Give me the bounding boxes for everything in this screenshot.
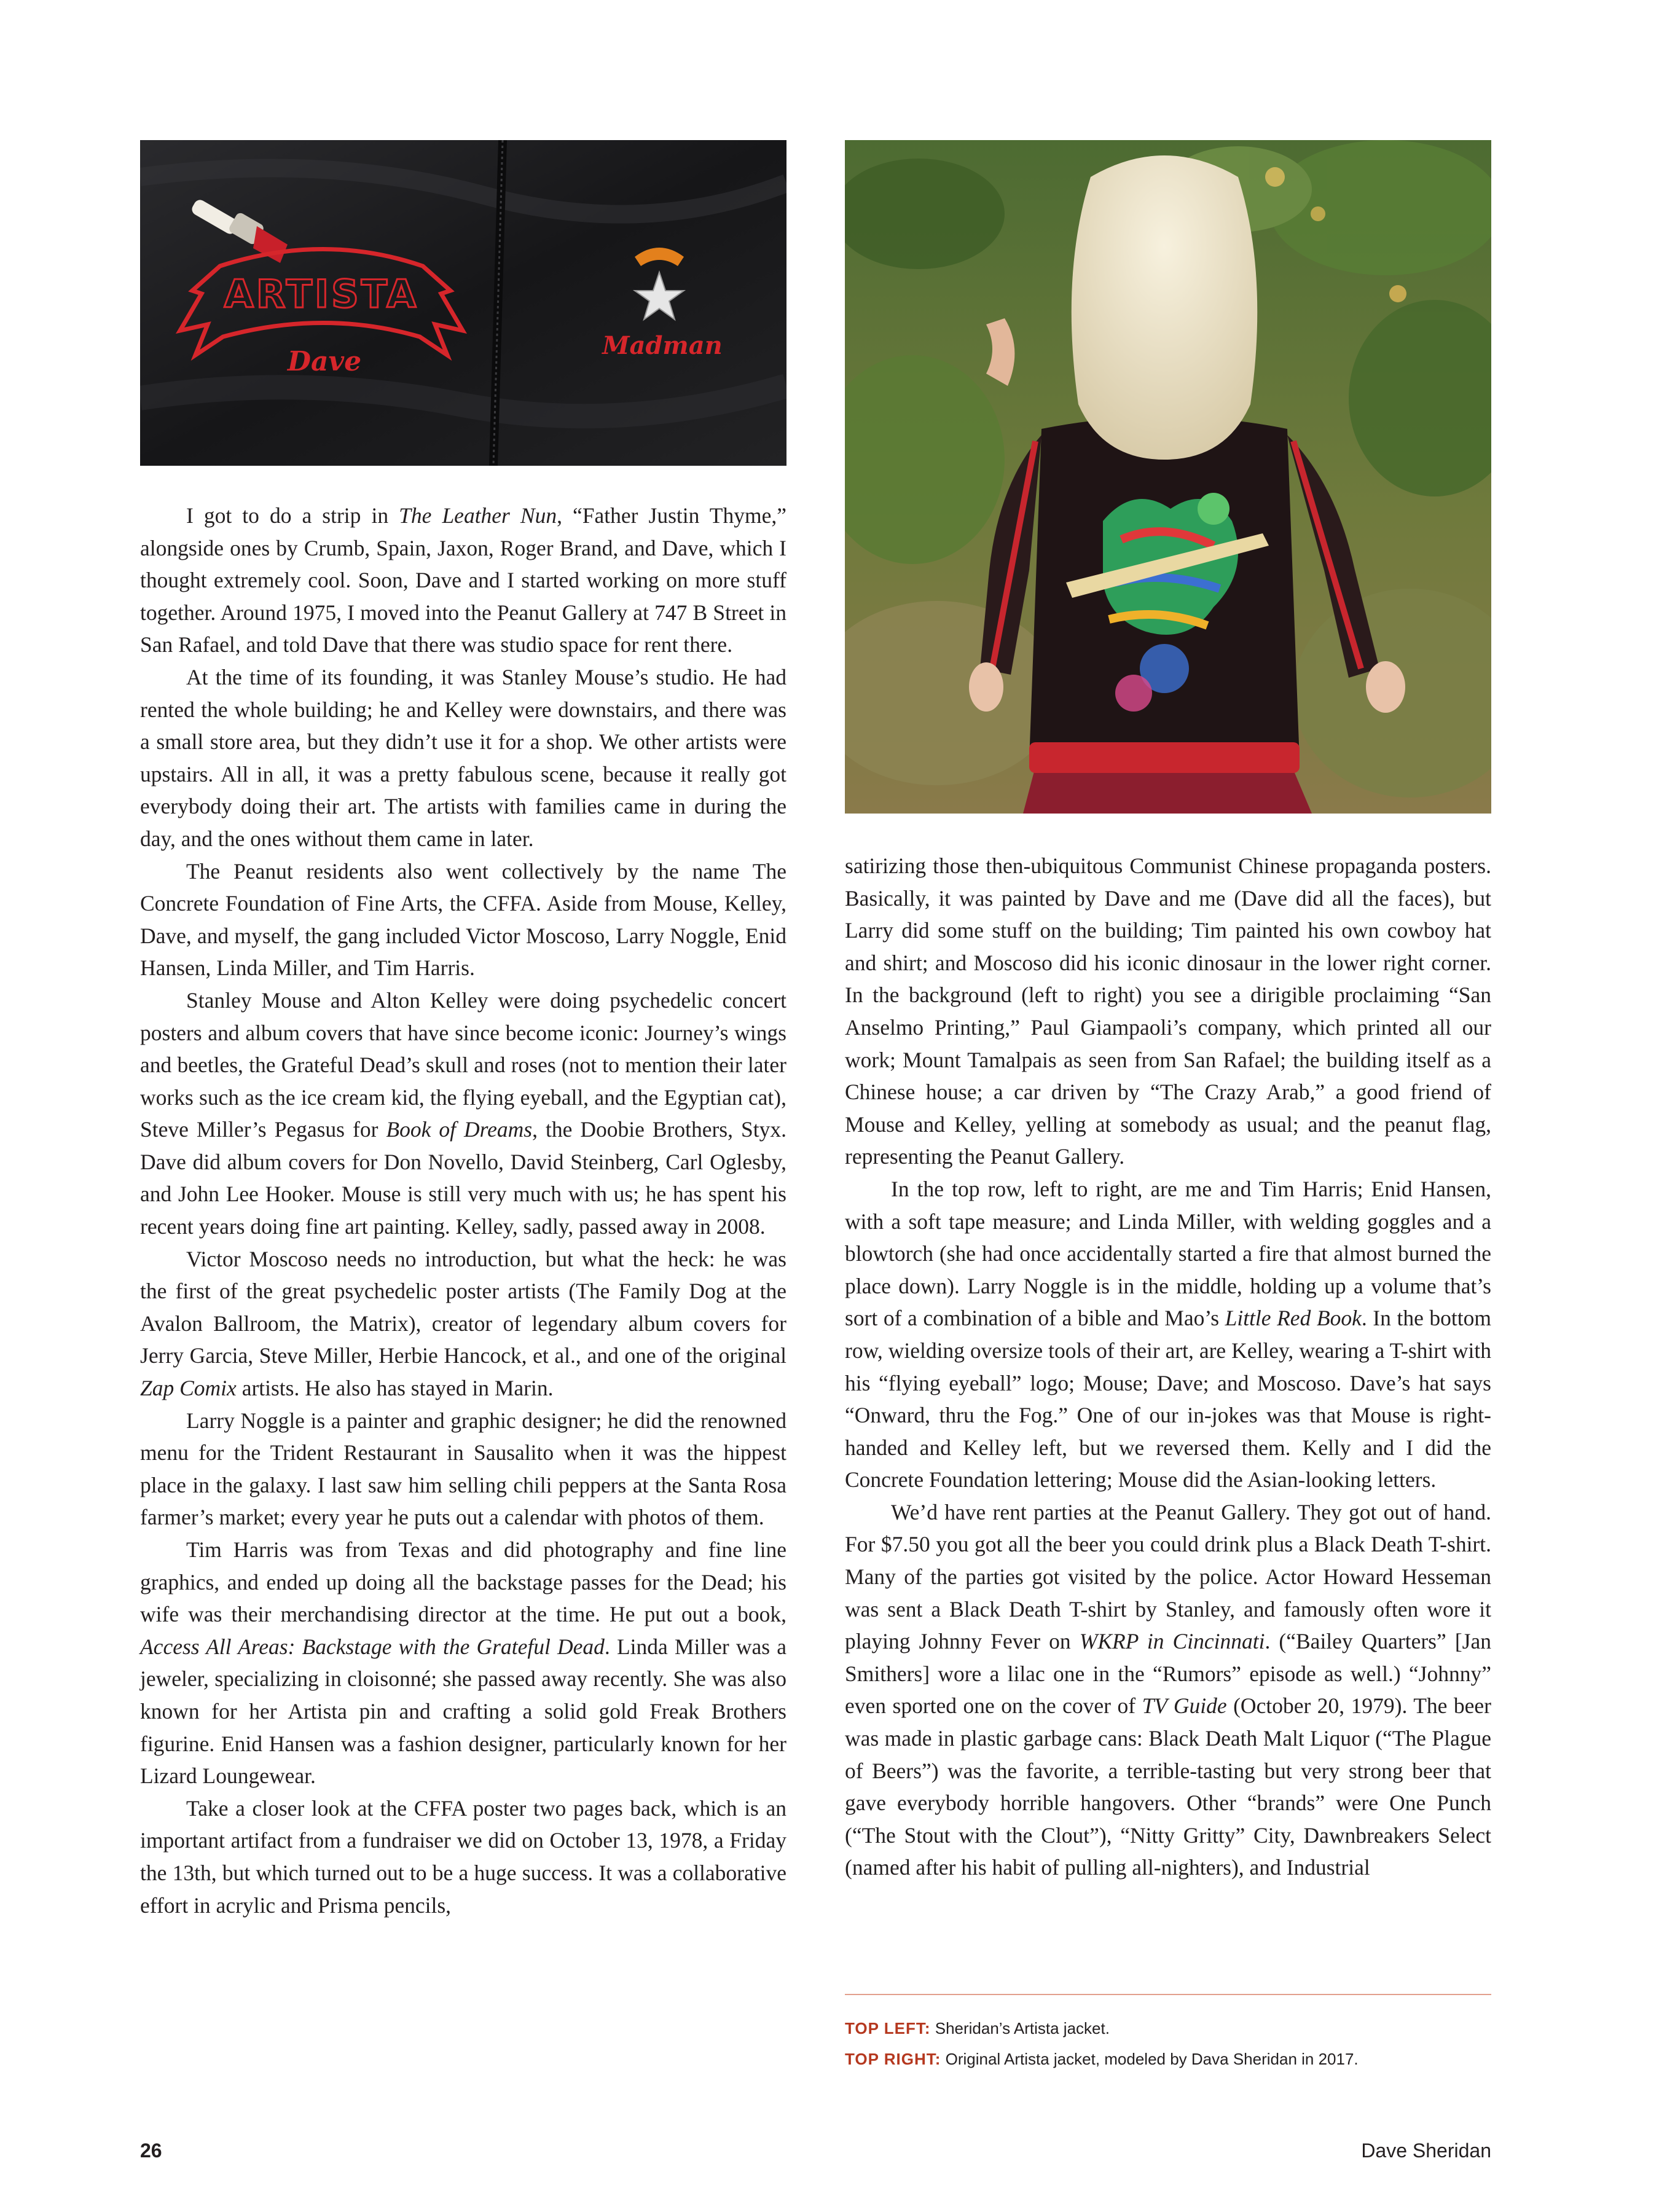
caption-divider xyxy=(845,1994,1491,1995)
text-run: I got to do a strip in xyxy=(186,503,399,528)
photo-artista-jacket xyxy=(140,140,786,466)
paragraph: At the time of its founding, it was Stanley Mouse’s studio. He had rented the whole building; he and Kelley were downstairs, and there was a small store area, but they didn’t use it for a shop. We other artists were upstairs. All in all, it was a pretty fabulous scene, because it really got everybody doing their art. The artists with families came in during the day, and the ones without them came in later. xyxy=(140,664,786,851)
caption-label: TOP LEFT: xyxy=(845,2019,931,2037)
running-footer: Dave Sheridan xyxy=(1361,2139,1491,2162)
title-leather-nun: The Leather Nun xyxy=(399,503,557,528)
title-wkrp: WKRP in Cincinnati xyxy=(1079,1629,1265,1654)
patch-artista-text: ARTISTA xyxy=(224,272,419,316)
badge-madman-text: Madman xyxy=(602,331,723,360)
paragraph: satirizing those then-ubiquitous Communist Chinese propaganda posters. Basically, it was painted by Dave and me (Dave did all the faces), but Larry did some stuff on the building; Tim painted his own cowboy hat and shirt; and Moscoso did his iconic dinosaur in the lower right corner. In the background (left to right) you see a dirigible proclaiming “San Anselmo Printing,” Paul Giampaoli’s company, which printed all our work; Mount Tamalpais as seen from San Rafael; the building itself as a Chinese house; a car driven by “The Crazy Arab,” a good friend of Mouse and Kelley, yelling at somebody as usual; and the peanut flag, representing the Peanut Gallery. xyxy=(845,853,1491,1169)
text-run: . In the bottom row, wielding oversize tools of their art, are Kelley, wearing a T-shirt with his “flying eyeball” logo; Mouse; Dave; and Moscoso. Dave’s hat says “Onward, thru the Fog.” One of our in-jokes was that Mouse is right-handed and Kelley left, but we reversed them. Kelly and I did the Concrete Foundation lettering; Mouse did the Asian-looking letters. xyxy=(845,1306,1491,1492)
text-run: (October 20, 1979). The beer was made in plastic garbage cans: Black Death Malt Liquor (“The Plague of Beers”) was the favorite, a terrible-tasting but very strong beer that gave everybody horrible hangovers. Other “brands” were One Punch (“The Stout with the Clout”), “Nitty Gritty” City, Dawnbreakers Select (named after his habit of pulling all-nighters), and Industrial xyxy=(845,1693,1491,1880)
text-run: , the Doobie Brothers, Styx. Dave did album covers for Don Novello, David Steinberg, Carl Oglesby, and John Lee Hooker. Mouse is still very much with us; he has spent his recent years doing fine art painting. Kelley, sadly, passed away in 2008. xyxy=(140,1117,786,1239)
paragraph xyxy=(140,500,786,661)
paragraph xyxy=(140,984,786,1243)
patch-dave-text: Dave xyxy=(287,346,362,377)
photo-woman-modeling-jacket xyxy=(845,140,1491,814)
caption-top-left xyxy=(845,2013,1491,2044)
text-run: In the top row, left to right, are me and Tim Harris; Enid Hansen, with a soft tape measure; and Linda Miller, with welding goggles and a blowtorch (she had once accidentally started a fire that almost burned the place down). Larry Noggle is in the middle, holding up a volume that’s sort of a combination of a bible and Mao’s xyxy=(845,1176,1491,1331)
text-run: , “Father Justin Thyme,” alongside ones by Crumb, Spain, Jaxon, Roger Brand, and Dave, which I thought extremely cool. Soon, Dave and I started working on more stuff together. Around 1975, I moved into the Peanut Gallery at 747 B Street in San Rafael, and told Dave that there was studio space for rent there. xyxy=(140,503,786,657)
paragraph xyxy=(845,1173,1491,1496)
text-run: We’d have rent parties at the Peanut Gallery. They got out of hand. For $7.50 you got all the beer you could drink plus a Black Death T-shirt. Many of the parties got visited by the police. Actor Howard Hesseman was sent a Black Death T-shirt by Stanley, and famously often wore it playing Johnny Fever on xyxy=(845,1499,1491,1654)
text-run: . Linda Miller was a jeweler, specializing in cloisonné; she passed away recently. She was also known for her Artista pin and crafting a solid gold Freak Brothers figurine. Enid Hansen was a fashion designer, particularly known for her Lizard Loungewear. xyxy=(140,1634,786,1789)
garden-scene-illustration xyxy=(845,140,1491,814)
title-access-all-areas: Access All Areas: Backstage with the Grateful Dead xyxy=(140,1634,605,1659)
text-run: Tim Harris was from Texas and did photography and fine line graphics, and ended up doing all the backstage passes for the Dead; his wife was their merchandising director at the time. He put out a book, xyxy=(140,1537,786,1627)
article-column-right xyxy=(845,850,1491,1884)
paragraph xyxy=(140,1534,786,1792)
page-number: 26 xyxy=(140,2139,162,2162)
article-column-left xyxy=(140,500,786,1921)
text-run: artists. He also has stayed in Marin. xyxy=(236,1376,554,1401)
title-tv-guide: TV Guide xyxy=(1142,1693,1227,1719)
text-run: Stanley Mouse and Alton Kelley were doing psychedelic concert posters and album covers that have since become iconic: Journey’s wings and beetles, the Grateful Dead’s skull and roses (not to mention their later works such as the ice cream kid, the flying eyeball, and the Egyptian cat), Steve Miller’s Pegasus for xyxy=(140,987,786,1142)
caption-top-right xyxy=(845,2044,1491,2074)
caption-label: TOP RIGHT: xyxy=(845,2050,941,2068)
title-zap-comix: Zap Comix xyxy=(140,1376,237,1401)
paragraph: Larry Noggle is a painter and graphic designer; he did the renowned menu for the Trident Restaurant in Sausalito when it was the hippest place in the galaxy. I last saw him selling chili peppers at the Santa Rosa farmer’s market; every year he puts out a calendar with photos of them. xyxy=(140,1408,786,1530)
paragraph xyxy=(845,1496,1491,1884)
caption-text: Original Artista jacket, modeled by Dava Sheridan in 2017. xyxy=(941,2050,1359,2068)
paragraph: The Peanut residents also went collectively by the name The Concrete Foundation of Fine Arts, the CFFA. Aside from Mouse, Kelley, Dave, and myself, the gang included Victor Moscoso, Larry Noggle, Enid Hansen, Linda Miller, and Tim Harris. xyxy=(140,858,786,981)
jacket-illustration xyxy=(140,140,786,466)
text-run: Victor Moscoso needs no introduction, but what the heck: he was the first of the great psychedelic poster artists (The Family Dog at the Avalon Ballroom, the Matrix), creator of legendary album covers for Jerry Garcia, Steve Miller, Herbie Hancock, et al., and one of the original xyxy=(140,1246,786,1368)
title-little-red-book: Little Red Book xyxy=(1225,1306,1362,1331)
paragraph xyxy=(140,1243,786,1405)
photo-captions xyxy=(845,2013,1491,2074)
title-book-of-dreams: Book of Dreams xyxy=(386,1117,533,1142)
caption-text: Sheridan’s Artista jacket. xyxy=(930,2019,1110,2037)
paragraph: Take a closer look at the CFFA poster two pages back, which is an important artifact from a fundraiser we did on October 13, 1978, a Friday the 13th, but which turned out to be a huge success. It was a collaborative effort in acrylic and Prisma pencils, xyxy=(140,1795,786,1918)
text-run: . (“Bailey Quarters” [Jan Smithers] wore a lilac one in the “Rumors” episode as well.) “Johnny” even sported one on the cover of xyxy=(845,1629,1491,1719)
